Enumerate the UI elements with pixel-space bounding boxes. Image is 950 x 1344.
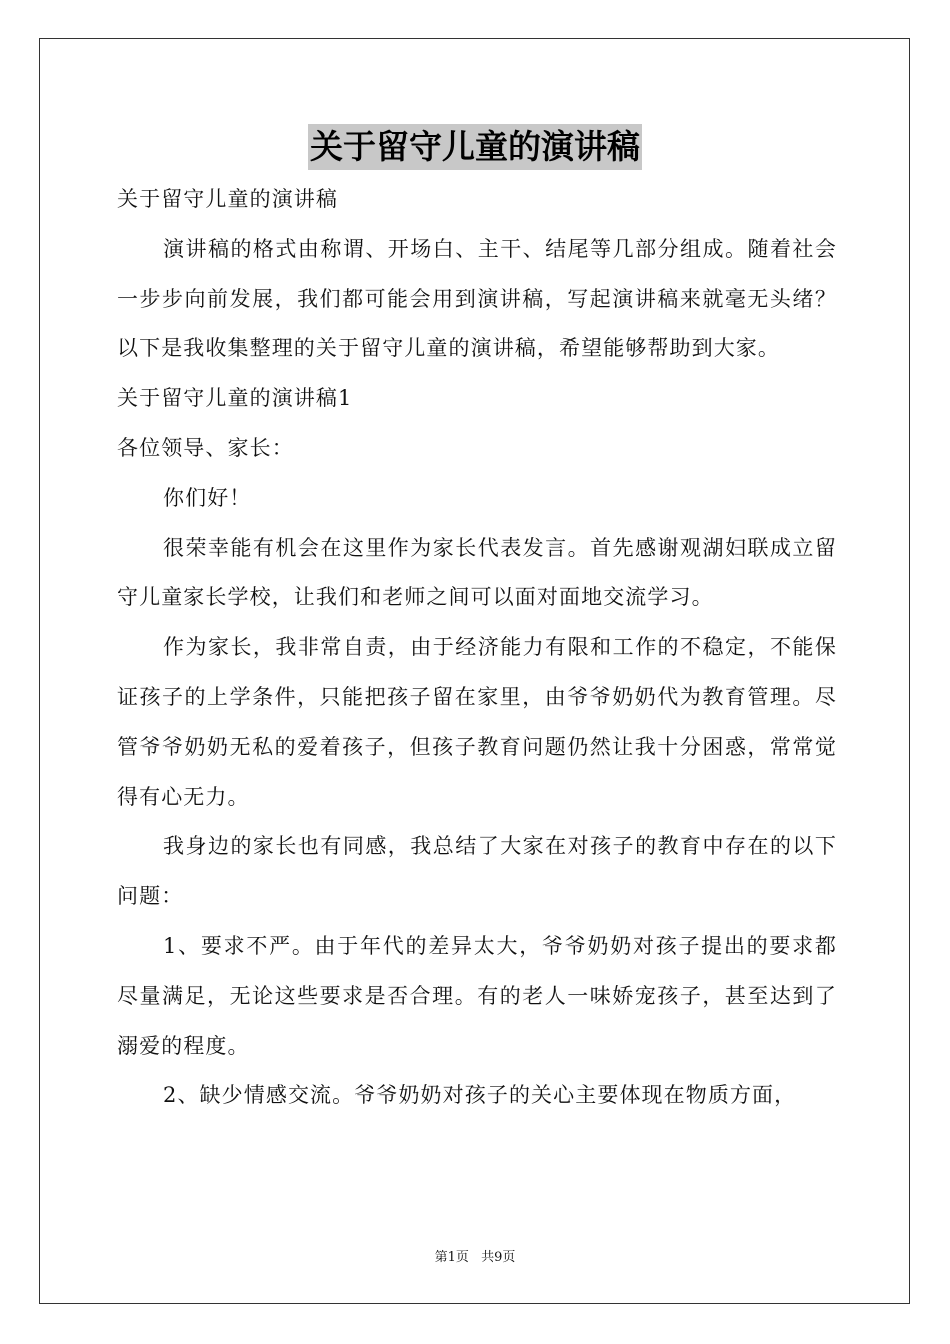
list-item-2: 2、缺少情感交流。爷爷奶奶对孩子的关心主要体现在物质方面， — [163, 1083, 797, 1108]
intro-paragraph: 演讲稿的格式由称谓、开场白、主干、结尾等几部分组成。随着社会一步步向前发展，我们都可能会用到演讲稿，写起演讲稿来就毫无头绪？以下是我收集整理的关于留守儿童的演讲稿，希望能够帮助到大家。 — [117, 236, 837, 361]
body-paragraph: 我身边的家长也有同感，我总结了大家在对孩子的教育中存在的以下问题： — [117, 834, 837, 909]
page-footer — [0, 1246, 950, 1265]
page-total: 共9页 — [481, 1250, 516, 1265]
document-body — [117, 175, 837, 1121]
body-paragraph: 很荣幸能有机会在这里作为家长代表发言。首先感谢观湖妇联成立留守儿童家长学校，让我们和老师之间可以面对面地交流学习。 — [117, 535, 837, 610]
body-paragraph: 作为家长，我非常自责，由于经济能力有限和工作的不稳定，不能保证孩子的上学条件，只能把孩子留在家里，由爷爷奶奶代为教育管理。尽管爷爷奶奶无私的爱着孩子，但孩子教育问题仍然让我十分困惑，常常觉得有心无力。 — [117, 635, 837, 809]
document-title-text: 关于留守儿童的演讲稿 — [308, 124, 642, 170]
greeting: 你们好！ — [163, 485, 252, 510]
section-heading: 关于留守儿童的演讲稿1 — [117, 386, 353, 411]
subtitle: 关于留守儿童的演讲稿 — [117, 187, 338, 211]
document-title — [0, 124, 950, 170]
list-item-1: 1、要求不严。由于年代的差异太大，爷爷奶奶对孩子提出的要求都尽量满足，无论这些要求是否合理。有的老人一味娇宠孩子，甚至达到了溺爱的程度。 — [117, 933, 837, 1058]
page-number: 第1页 — [434, 1250, 469, 1265]
salutation: 各位领导、家长： — [117, 435, 294, 460]
